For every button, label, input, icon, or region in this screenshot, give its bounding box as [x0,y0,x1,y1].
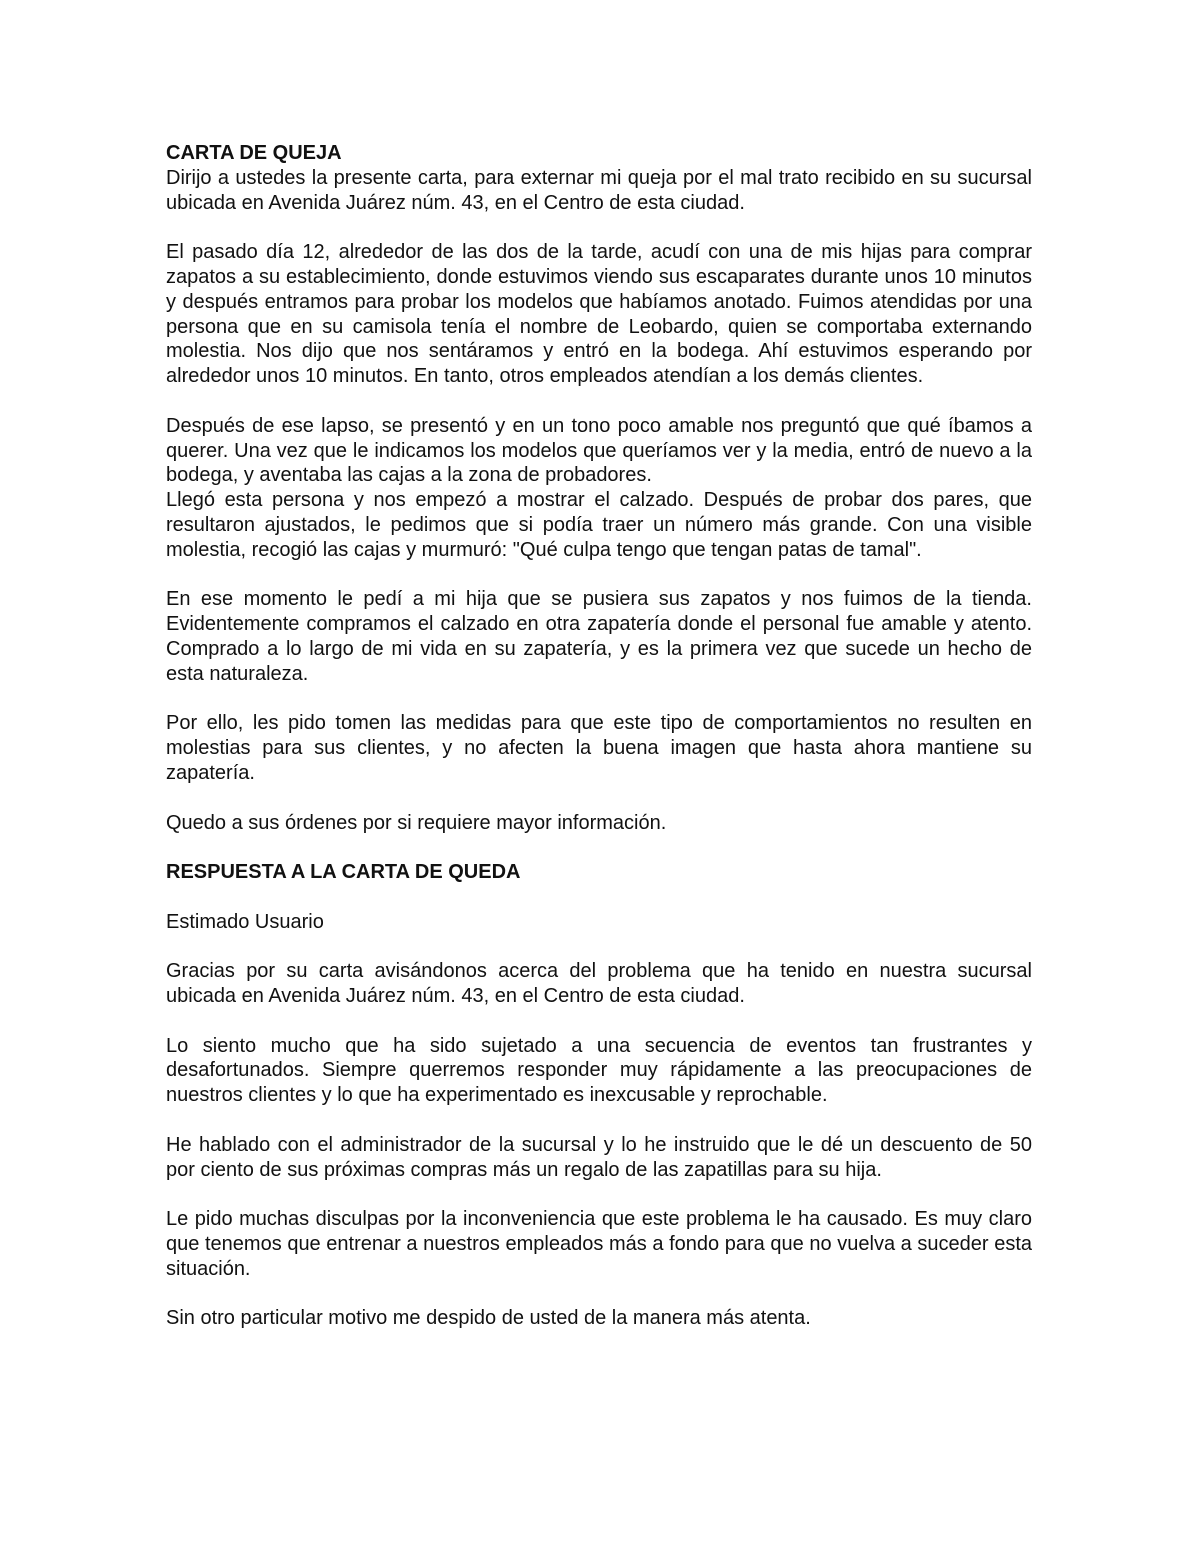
spacer [166,215,1032,240]
spacer [166,1282,1032,1307]
spacer [166,885,1032,910]
response-paragraph-4: Le pido muchas disculpas por la inconveniencia que este problema le ha causado. Es muy claro que tenemos que entrenar a nuestros empleados más a fondo para que no vuelva a suceder esta situación. [166,1208,1032,1280]
complaint-paragraph-5: Por ello, les pido tomen las medidas para que este tipo de comportamientos no resulten en molestias para sus clientes, y no afecten la buena imagen que hasta ahora mantiene su zapatería. [166,712,1032,784]
spacer [166,835,1032,860]
spacer [166,1009,1032,1034]
spacer [166,563,1032,588]
spacer [166,935,1032,960]
response-title: RESPUESTA A LA CARTA DE QUEDA [166,861,521,884]
response-paragraph-3: He hablado con el administrador de la sucursal y lo he instruido que le dé un descuento de 50 por ciento de sus próximas compras más un regalo de las zapatillas para su hija. [166,1133,1032,1181]
spacer [166,1108,1032,1133]
response-closing: Sin otro particular motivo me despido de usted de la manera más atenta. [166,1307,811,1330]
complaint-closing: Quedo a sus órdenes por si requiere mayor información. [166,811,667,834]
complaint-intro: Dirijo a ustedes la presente carta, para externar mi queja por el mal trato recibido en su sucursal ubicada en Avenida Juárez núm. 43, en el Centro de esta ciudad. [166,166,1032,214]
spacer [166,786,1032,811]
response-paragraph-1: Gracias por su carta avisándonos acerca del problema que ha tenido en nuestra sucursal ubicada en Avenida Juárez núm. 43, en el Centro de esta ciudad. [166,960,1032,1008]
response-paragraph-2: Lo siento mucho que ha sido sujetado a una secuencia de eventos tan frustrantes y desafortunados. Siempre querremos responder muy rápidamente a las preocupaciones de nuestros clientes y lo que ha experimentado es inexcusable y reprochable. [166,1034,1032,1107]
complaint-paragraph-3: Llegó esta persona y nos empezó a mostrar el calzado. Después de probar dos pares, que resultaron ajustados, le pedimos que si podía traer un número más grande. Con una visible molestia, recogió las cajas y murmuró: "Qué culpa tengo que tengan patas de tamal". [166,489,1032,561]
response-greeting: Estimado Usuario [166,910,324,933]
spacer [166,389,1032,414]
complaint-paragraph-4: En ese momento le pedí a mi hija que se pusiera sus zapatos y nos fuimos de la tienda. Evidentemente compramos el calzado en otra zapatería donde el personal fue amable y atento. Comprado a lo largo de mi vida en su zapatería, y es la primera vez que sucede un hecho de esta naturaleza. [166,588,1032,685]
complaint-title: CARTA DE QUEJA [166,142,342,164]
spacer [166,1182,1032,1207]
document-page [166,141,1032,1331]
complaint-paragraph-1: El pasado día 12, alrededor de las dos de la tarde, acudí con una de mis hijas para comprar zapatos a su establecimiento, donde estuvimos viendo sus escaparates durante unos 10 minutos y después entramos para probar los modelos que habíamos anotado. Fuimos atendidas por una persona que en su camisola tenía el nombre de Leobardo, quien se comportaba externando molestia. Nos dijo que nos sentáramos y entró en la bodega. Ahí estuvimos esperando por alrededor unos 10 minutos. En tanto, otros empleados atendían a los demás clientes. [166,241,1032,388]
spacer [166,687,1032,712]
complaint-paragraph-2: Después de ese lapso, se presentó y en un tono poco amable nos preguntó que qué íbamos a querer. Una vez que le indicamos los modelos que queríamos ver y la media, entró de nuevo a la bodega, y aventaba las cajas a la zona de probadores. [166,414,1032,487]
